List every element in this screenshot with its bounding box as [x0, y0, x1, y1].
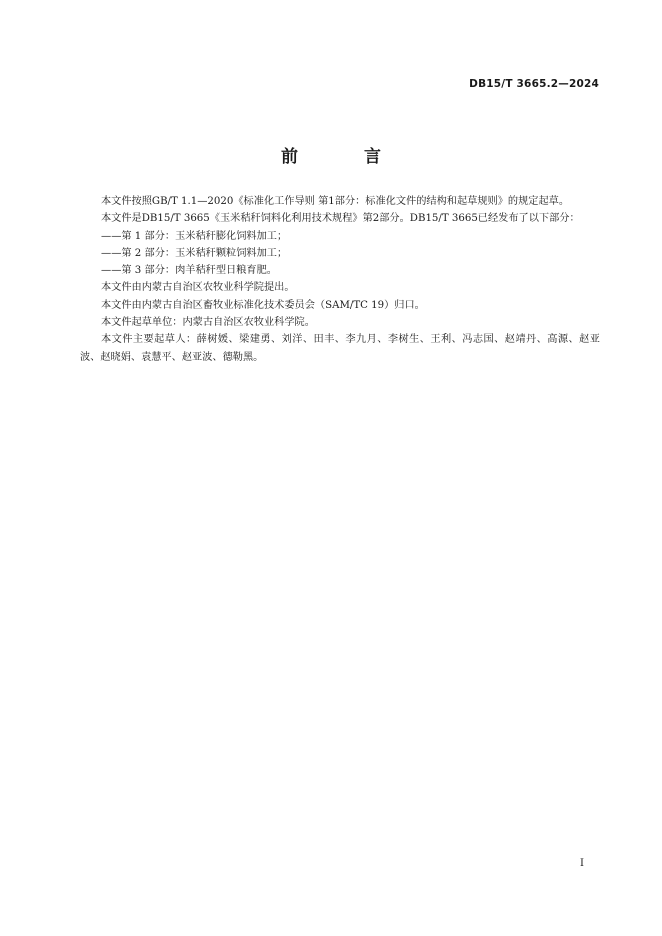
page-number: I [580, 858, 584, 869]
paragraph-drafting-rules: 本文件按照GB/T 1.1—2020《标准化工作导则 第1部分：标准化文件的结构和起草规则》的规定起草。 [101, 196, 570, 207]
list-item-part-3: ——第 3 部分：肉羊秸秆型日粮育肥。 [101, 265, 277, 277]
document-code: DB15/T 3665.2—2024 [469, 78, 599, 90]
foreword-body [80, 193, 600, 366]
page-title: 前 言 [281, 147, 411, 167]
paragraph-drafting-unit: 本文件起草单位：内蒙古自治区农牧业科学院。 [101, 317, 315, 329]
list-item-part-1: ——第 1 部分：玉米秸秆膨化饲料加工； [101, 230, 288, 242]
paragraph-series-info: 本文件是DB15/T 3665《玉米秸秆饲料化利用技术规程》第2部分。DB15/T 3665已经发布了以下部分： [101, 213, 580, 225]
paragraph-proposer: 本文件由内蒙古自治区农牧业科学院提出。 [101, 282, 295, 294]
paragraph-drafters: 本文件主要起草人：薛树媛、梁建勇、刘洋、田丰、李九月、李树生、王利、冯志国、赵靖丹、高源、赵亚波、赵晓娟、袁慧平、赵亚波、德勒黑。 [80, 334, 600, 363]
paragraph-committee: 本文件由内蒙古自治区畜牧业标准化技术委员会（SAM/TC 19）归口。 [101, 299, 425, 311]
list-item-part-2: ——第 2 部分：玉米秸秆颗粒饲料加工； [101, 247, 288, 259]
